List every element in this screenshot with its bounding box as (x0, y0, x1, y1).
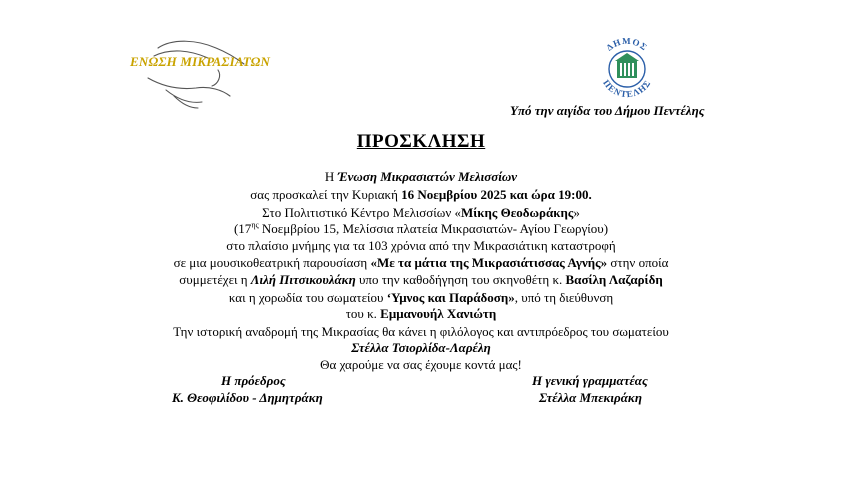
patronage-line: Υπό την αιγίδα του Δήμου Πεντέλης (510, 103, 705, 118)
director-name: Βασίλη Λαζαρίδη (565, 272, 663, 287)
temple-icon (615, 53, 639, 78)
invitation-line-1: Η Ένωση Μικρασιατών Μελισσίων (324, 169, 518, 184)
secretary-role: Η γενική γραμματέας (532, 373, 648, 388)
invitation-line-2: σας προσκαλεί την Κυριακή 16 Νοεμβρίου 2025 και ώρα 19:00. (250, 187, 592, 202)
organization-name: Ένωση Μικρασιατών Μελισσίων (337, 169, 518, 184)
invitation-line-8: και η χορωδία του σωματείου ‘Υμνος και Παράδοση», υπό τη διεύθυνση (228, 290, 614, 305)
show-title: «Με τα μάτια της Μικρασιάτισσας Αγνής» (370, 255, 608, 270)
venue-name: Μίκης Θεοδωράκης (461, 205, 574, 220)
page-title: ΠΡΟΣΚΛΗΣΗ (356, 131, 486, 152)
invitation-line-9: του κ. Εμμανουήλ Χανιώτη (345, 306, 497, 321)
secretary-name: Στέλλα Μπεκιράκη (539, 390, 642, 405)
invitation-line-5: στο πλαίσιο μνήμης για τα 103 χρόνια από την Μικρασιάτικη καταστροφή (226, 238, 616, 253)
conductor-name: Εμμανουήλ Χανιώτη (380, 306, 497, 321)
invitation-line-3: Στο Πολιτιστικό Κέντρο Μελισσίων «Μίκης Θεοδωράκης» (262, 205, 580, 220)
invitation-line-4: ($17^{\eta\varsigma}$ Νοεμβρίου 15, Μελίσσια πλατεία Μικρασιατών- Αγίου Γεωργίου) (233, 220, 609, 236)
svg-text:ΔΗΜΟΣ (604, 36, 649, 53)
municipality-seal (590, 36, 664, 98)
choir-name: ‘Υμνος και Παράδοση» (386, 290, 515, 305)
invitation-line-10: Την ιστορική αναδρομή της Μικρασίας θα κάνει η φιλόλογος και αντιπρόεδρος του σωματείου (173, 324, 669, 339)
handshake-icon (118, 30, 258, 116)
seal-top-text: ΔΗΜΟΣ (604, 36, 650, 53)
event-datetime: 16 Νοεμβρίου 2025 και ώρα 19:00. (401, 187, 592, 202)
invitation-line-7: συμμετέχει η Λιλή Πιτσικουλάκη υπο την καθοδήγηση του σκηνοθέτη κ. Βασίλη Λαζαρίδη (179, 272, 663, 287)
speaker-name: Στέλλα Τσιορλίδα-Λαρέλη (351, 340, 491, 355)
invitation-line-6: σε μια μουσικοθεατρική παρουσίαση «Με τα μάτια της Μικρασιάτισσας Αγνής» στην οποία (173, 255, 669, 270)
seal-bottom-text: ΠΕΝΤΕΛΗΣ (601, 77, 653, 98)
union-logo-text: ΕΝΩΣΗ ΜΙΚΡΑΣΙΑΤΩΝ (130, 54, 271, 69)
president-name: Κ. Θεοφιλίδου - Δημητράκη (172, 390, 323, 405)
union-logo (118, 30, 271, 116)
actress-name: Λιλή Πιτσικουλάκη (250, 272, 356, 287)
closing-line: Θα χαρούμε να σας έχουμε κοντά μας! (320, 357, 522, 372)
president-role: Η πρόεδρος (221, 373, 286, 388)
svg-text:ΠΕΝΤΕΛΗΣ (601, 78, 653, 98)
